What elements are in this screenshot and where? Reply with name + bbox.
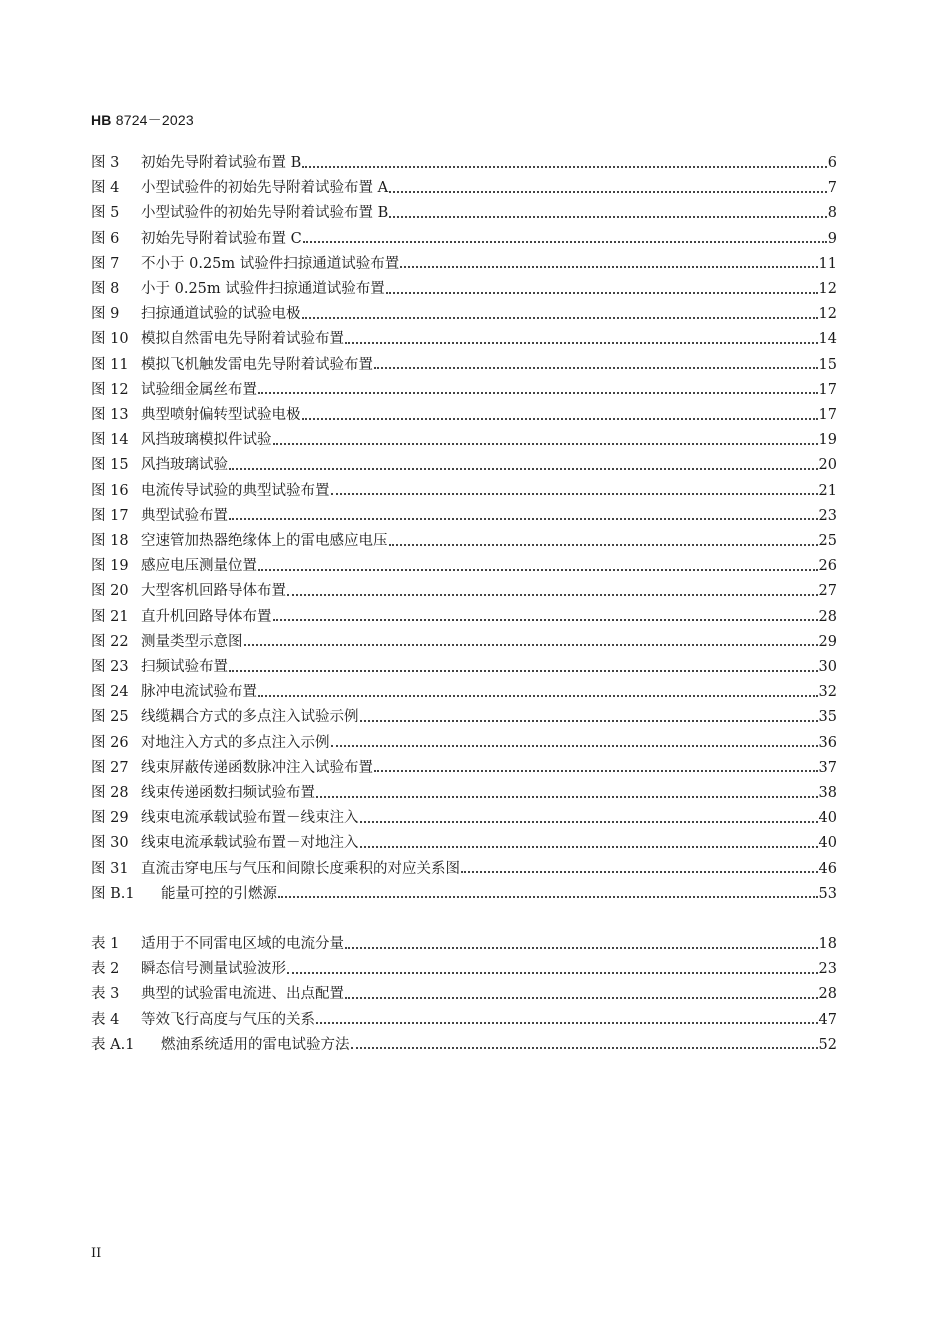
entry-title: 典型的试验雷电流进、出点配置	[141, 986, 344, 1003]
entry-page: 35	[818, 709, 837, 726]
entry-number: 图 31	[91, 860, 129, 877]
entry-number: 图 24	[91, 684, 129, 701]
entry-page: 25	[818, 533, 837, 549]
entry-number: 图 6	[91, 230, 120, 247]
toc-entry[interactable]	[91, 556, 837, 576]
entry-title: 模拟自然雷电先导附着试验布置	[141, 331, 344, 348]
entry-title: 扫频试验布置	[141, 659, 228, 675]
entry-title: 扫掠通道试验的试验电极	[141, 306, 301, 323]
entry-number: 图 15	[91, 457, 129, 474]
toc-entry[interactable]	[91, 506, 837, 526]
entry-title: 感应电压测量位置	[141, 558, 257, 575]
dot-leader	[302, 409, 818, 420]
dot-leader	[273, 610, 818, 621]
entry-page: 17	[818, 407, 837, 423]
dot-leader	[316, 787, 818, 798]
toc-entry[interactable]	[91, 380, 837, 400]
entry-page: 28	[818, 986, 837, 1003]
toc-entry[interactable]	[91, 329, 837, 349]
entry-title: 不小于 0.25m 试验件扫掠通道试验布置	[141, 255, 400, 272]
entry-title: 典型试验布置	[141, 507, 228, 524]
toc-entry[interactable]	[91, 934, 837, 954]
entry-number: 图 25	[91, 709, 129, 726]
entry-title: 线束电流承载试验布置－对地注入	[141, 835, 359, 852]
dot-leader	[360, 837, 818, 848]
toc-entry[interactable]	[91, 783, 837, 803]
entry-page: 38	[818, 785, 837, 801]
toc-entry[interactable]	[91, 884, 837, 904]
entry-number: 图 5	[91, 205, 120, 222]
entry-number: 图 30	[91, 835, 129, 852]
toc-entry[interactable]	[91, 607, 837, 627]
dot-leader	[331, 736, 818, 747]
entry-title: 典型喷射偏转型试验电极	[141, 407, 301, 423]
toc-entry[interactable]	[91, 430, 837, 450]
entry-page: 7	[827, 180, 837, 197]
dot-leader	[345, 333, 818, 344]
entry-title: 直流击穿电压与气压和间隙长度乘积的对应关系图	[141, 860, 460, 877]
dot-leader	[345, 988, 818, 999]
entry-number: 图 27	[91, 759, 129, 776]
page-number: II	[91, 1246, 102, 1261]
entry-page: 12	[818, 281, 837, 297]
entry-number: 表 1	[91, 936, 120, 952]
entry-title: 小于 0.25m 试验件扫掠通道试验布置	[141, 281, 385, 297]
dot-leader	[229, 661, 818, 672]
entry-title: 等效飞行高度与气压的关系	[141, 1011, 315, 1028]
dot-leader	[351, 1038, 818, 1049]
entry-number: 图 20	[91, 583, 129, 600]
entry-page: 26	[818, 558, 837, 575]
entry-title: 模拟飞机触发雷电先导附着试验布置	[141, 356, 373, 373]
entry-title: 脉冲电流试验布置	[141, 684, 257, 701]
entry-page: 52	[818, 1036, 837, 1053]
entry-title: 试验细金属丝布置	[141, 381, 257, 398]
entry-page: 36	[818, 734, 837, 751]
toc-entry[interactable]	[91, 833, 837, 853]
dot-leader	[287, 963, 818, 974]
entry-page: 11	[818, 255, 837, 272]
toc-entry[interactable]	[91, 355, 837, 375]
entry-number: 图 7	[91, 255, 120, 272]
dot-leader	[331, 484, 818, 495]
entry-number: 图 12	[91, 381, 129, 398]
toc-entry[interactable]	[91, 682, 837, 702]
dot-leader	[244, 635, 818, 646]
entry-number: 图 28	[91, 785, 129, 801]
entry-page: 19	[818, 432, 837, 449]
dot-leader	[302, 157, 827, 168]
toc-entry[interactable]	[91, 455, 837, 475]
dot-leader	[229, 509, 818, 520]
entry-page: 30	[818, 659, 837, 675]
entry-number: 图 16	[91, 482, 129, 499]
entry-title: 线束电流承载试验布置－线束注入	[141, 810, 359, 827]
toc-entry[interactable]	[91, 581, 837, 601]
entry-page: 18	[818, 936, 837, 952]
entry-number: 图 13	[91, 407, 129, 423]
entry-number: 图 9	[91, 306, 120, 323]
toc-entry[interactable]	[91, 178, 837, 198]
entry-number: 表 2	[91, 961, 120, 978]
entry-title: 风挡玻璃模拟件试验	[141, 432, 272, 449]
entry-title: 测量类型示意图	[141, 633, 243, 650]
dot-leader	[360, 812, 818, 823]
entry-title: 空速管加热器绝缘体上的雷电感应电压	[141, 533, 388, 549]
entry-title: 瞬态信号测量试验波形	[141, 961, 286, 978]
entry-page: 47	[818, 1011, 837, 1028]
dot-leader	[302, 308, 818, 319]
entry-title: 对地注入方式的多点注入示例	[141, 734, 330, 751]
entry-number: 图 4	[91, 180, 120, 197]
toc-entry[interactable]	[91, 229, 837, 249]
entry-page: 12	[818, 306, 837, 323]
dot-leader	[374, 358, 818, 369]
toc-entry[interactable]	[91, 758, 837, 778]
dot-leader	[273, 434, 818, 445]
dot-leader	[345, 938, 818, 949]
entry-number: 图 3	[91, 155, 120, 171]
dot-leader	[386, 283, 818, 294]
toc-entry[interactable]	[91, 657, 837, 677]
standard-number: 8724－2023	[115, 112, 194, 128]
toc-entry[interactable]	[91, 203, 837, 223]
entry-title: 能量可控的引燃源	[161, 885, 277, 902]
entry-title: 大型客机回路导体布置	[141, 583, 286, 600]
entry-title: 燃油系统适用的雷电试验方法	[161, 1036, 350, 1053]
entry-page: 23	[818, 507, 837, 524]
dot-leader	[258, 560, 818, 571]
toc-entry[interactable]	[91, 405, 837, 425]
dot-leader	[374, 761, 818, 772]
entry-page: 15	[818, 356, 837, 373]
entry-page: 40	[818, 835, 837, 852]
entry-title: 小型试验件的初始先导附着试验布置 A	[141, 180, 389, 197]
entry-number: 表 3	[91, 986, 120, 1003]
entry-number: 图 B.1	[91, 885, 135, 902]
entry-page: 27	[818, 583, 837, 600]
entry-number: 图 21	[91, 608, 129, 625]
entry-number: 图 26	[91, 734, 129, 751]
entry-page: 37	[818, 759, 837, 776]
dot-leader	[303, 232, 827, 243]
toc-entry[interactable]	[91, 254, 837, 274]
entry-title: 适用于不同雷电区域的电流分量	[141, 936, 344, 952]
toc-entry[interactable]	[91, 959, 837, 979]
toc-entry[interactable]	[91, 1010, 837, 1030]
entry-page: 29	[818, 633, 837, 650]
entry-number: 图 17	[91, 507, 129, 524]
entry-page: 32	[818, 684, 837, 701]
entry-title: 线缆耦合方式的多点注入试验示例	[141, 709, 359, 726]
entry-number: 图 19	[91, 558, 129, 575]
entry-title: 风挡玻璃试验	[141, 457, 228, 474]
toc-entry[interactable]	[91, 632, 837, 652]
toc-entry[interactable]	[91, 279, 837, 299]
dot-leader	[258, 686, 818, 697]
entry-page: 17	[818, 381, 837, 398]
document-header	[91, 110, 194, 130]
dot-leader	[461, 862, 818, 873]
dot-leader	[389, 182, 827, 193]
toc-entry[interactable]	[91, 808, 837, 828]
toc-entry[interactable]	[91, 859, 837, 879]
dot-leader	[400, 257, 817, 268]
entry-number: 图 22	[91, 633, 129, 650]
entry-page: 20	[818, 457, 837, 474]
entry-number: 图 23	[91, 659, 129, 675]
toc-entry[interactable]	[91, 304, 837, 324]
toc-entry[interactable]	[91, 1035, 837, 1055]
dot-leader	[229, 459, 818, 470]
entry-number: 图 11	[91, 356, 129, 373]
entry-title: 电流传导试验的典型试验布置	[141, 482, 330, 499]
entry-page: 46	[818, 860, 837, 877]
entry-number: 图 14	[91, 432, 129, 449]
entry-number: 图 18	[91, 533, 129, 549]
dot-leader	[360, 711, 818, 722]
entry-number: 表 4	[91, 1011, 120, 1028]
entry-title: 线束传递函数扫频试验布置	[141, 785, 315, 801]
entry-title: 初始先导附着试验布置 C	[141, 230, 302, 247]
entry-page: 6	[827, 155, 837, 171]
dot-leader	[389, 535, 818, 546]
entry-page: 28	[818, 608, 837, 625]
toc-entry[interactable]	[91, 984, 837, 1004]
entry-page: 21	[818, 482, 837, 499]
dot-leader	[258, 383, 818, 394]
toc-entry[interactable]	[91, 481, 837, 501]
entry-number: 图 10	[91, 331, 129, 348]
entry-number: 表 A.1	[91, 1036, 135, 1053]
entry-title: 小型试验件的初始先导附着试验布置 B	[141, 205, 389, 222]
entry-page: 23	[818, 961, 837, 978]
standard-prefix: HB	[91, 112, 112, 128]
entry-page: 14	[818, 331, 837, 348]
dot-leader	[316, 1013, 818, 1024]
entry-page: 53	[818, 885, 837, 902]
entry-number: 图 8	[91, 281, 120, 297]
entry-page: 9	[827, 230, 837, 247]
toc-entry[interactable]	[91, 531, 837, 551]
entry-title: 直升机回路导体布置	[141, 608, 272, 625]
entry-page: 40	[818, 810, 837, 827]
toc-entry[interactable]	[91, 153, 837, 173]
entry-title: 线束屏蔽传递函数脉冲注入试验布置	[141, 759, 373, 776]
dot-leader	[278, 887, 818, 898]
entry-title: 初始先导附着试验布置 B	[141, 155, 302, 171]
toc-entry[interactable]	[91, 707, 837, 727]
dot-leader	[287, 585, 818, 596]
entry-page: 8	[827, 205, 837, 222]
toc-entry[interactable]	[91, 733, 837, 753]
entry-number: 图 29	[91, 810, 129, 827]
dot-leader	[389, 207, 827, 218]
